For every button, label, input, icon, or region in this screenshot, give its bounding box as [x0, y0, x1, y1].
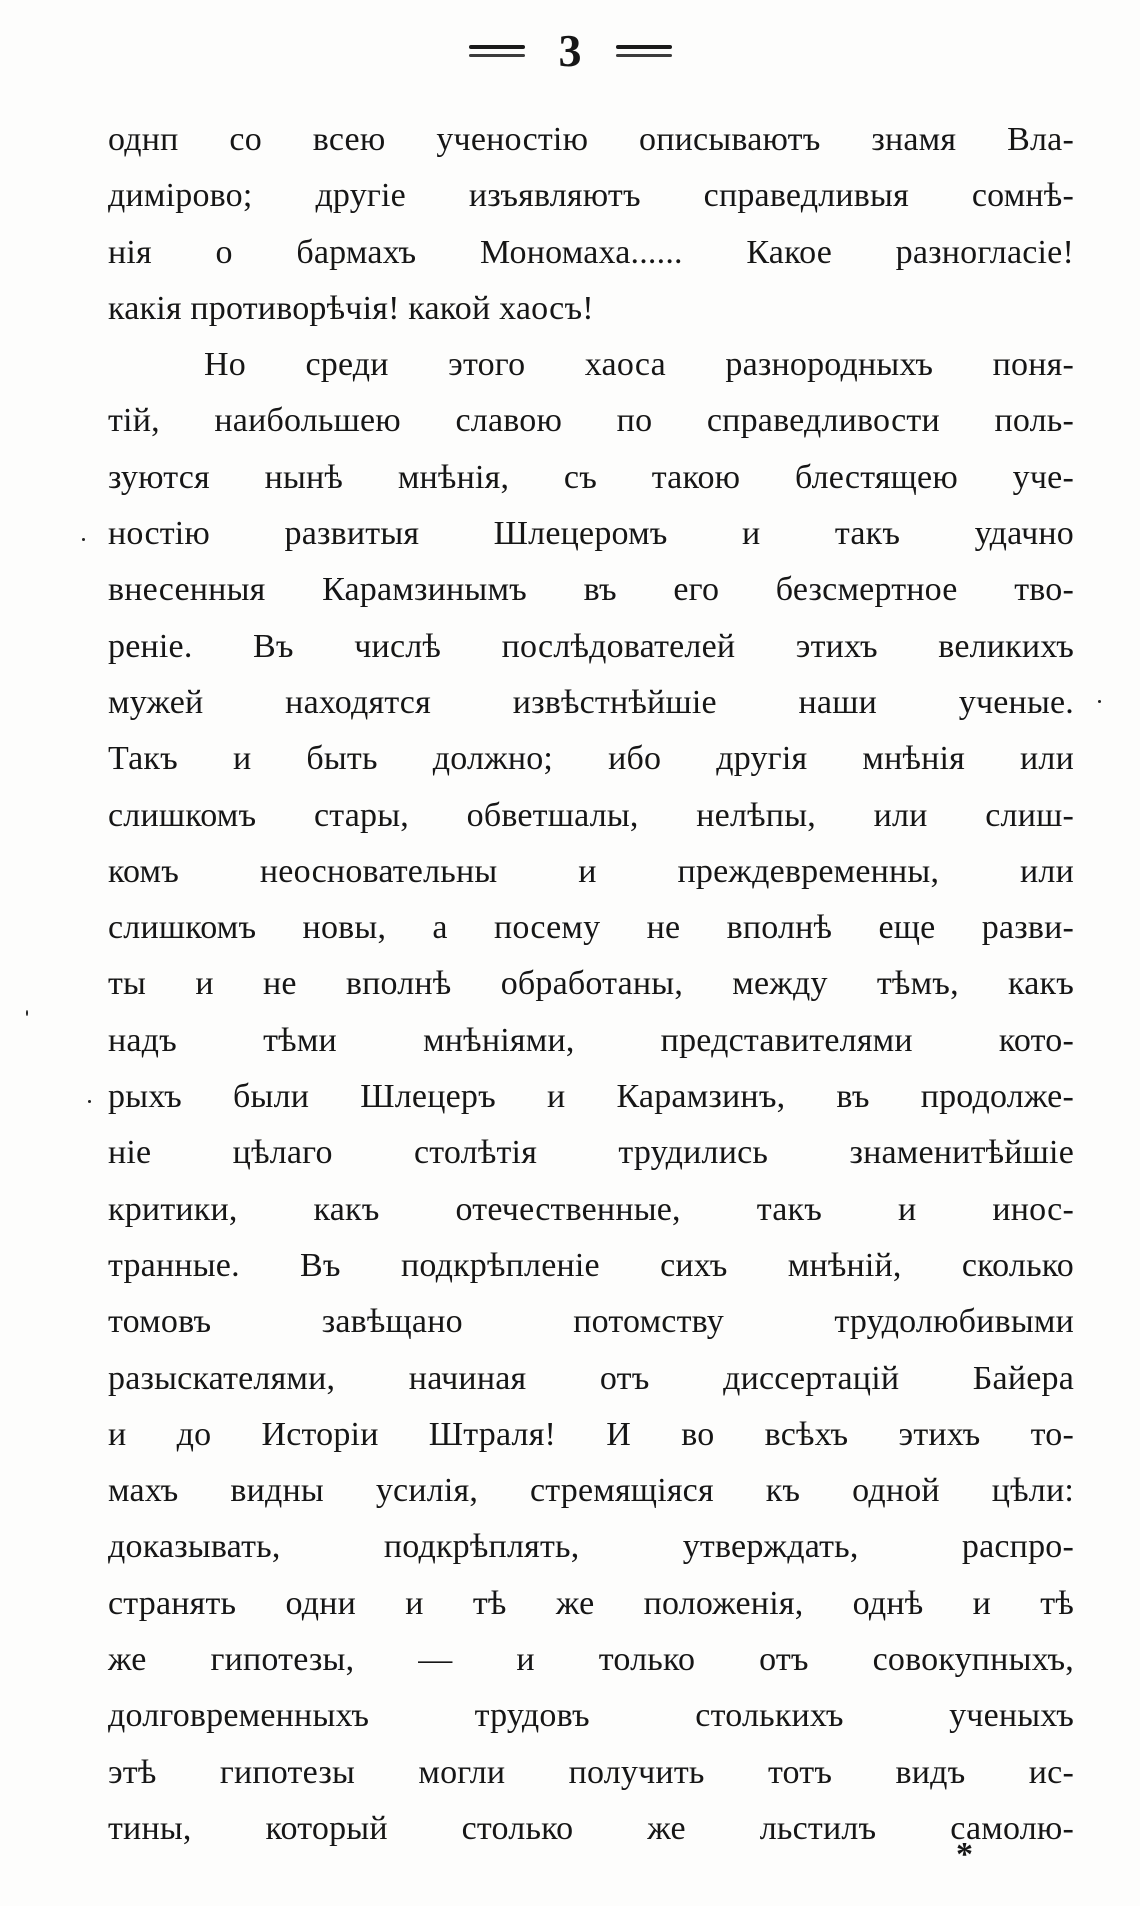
text-line: слишкомъ новы, а посему не вполнѣ еще разви- [108, 909, 1074, 947]
page-number: 3 [558, 25, 582, 76]
text-line: ностію развитыя Шлецеромъ и такъ удачно [108, 515, 1074, 553]
left-ornament [469, 45, 525, 57]
text-line: комъ неосновательны и преждевременны, или [108, 852, 1074, 890]
text-line: какія противорѣчія! какой хаосъ! [108, 289, 594, 327]
print-speck [82, 538, 85, 541]
page-body [108, 112, 1074, 1857]
paragraph-1 [108, 112, 1074, 337]
text-line: тины, который столько же льстилъ самолю- [108, 1809, 1074, 1847]
text-line: махъ видны усилія, стремящіяся къ одной цѣли: [108, 1472, 1074, 1510]
text-line: димірово; другіе изъявляютъ справедливыя сомнѣ- [108, 177, 1074, 215]
text-line: ты и не вполнѣ обработаны, между тѣмъ, какъ [108, 965, 1074, 1003]
print-speck [88, 1100, 91, 1103]
text-line: мужей находятся извѣстнѣйшіе наши ученые. [108, 683, 1074, 721]
text-line: Но среди этого хаоса разнородныхъ поня- [204, 346, 1074, 384]
text-line: рыхъ были Шлецеръ и Карамзинъ, въ продолже- [108, 1078, 1074, 1116]
print-speck [26, 1010, 28, 1016]
text-line: реніе. Въ числѣ послѣдователей этихъ великихъ [108, 627, 1074, 665]
text-line: разыскателями, начиная отъ диссертацій Байера [108, 1359, 1074, 1397]
text-line: зуются нынѣ мнѣнія, съ такою блестящею уче- [108, 458, 1074, 496]
text-line: доказывать, подкрѣплять, утверждать, распро- [108, 1528, 1074, 1566]
text-line: долговременныхъ трудовъ столькихъ ученыхъ [108, 1697, 1074, 1735]
text-line: надъ тѣми мнѣніями, представителями кото- [108, 1021, 1074, 1059]
text-line: этѣ гипотезы могли получить тотъ видъ ис- [108, 1753, 1074, 1791]
text-line: ніе цѣлаго столѣтія трудились знаменитѣйшіе [108, 1134, 1074, 1172]
text-line: странять одни и тѣ же положенія, однѣ и тѣ [108, 1584, 1074, 1622]
text-line: тій, наибольшею славою по справедливости поль- [108, 402, 1074, 440]
text-line: нія о бармахъ Мономаха...... Какое разногласіе! [108, 233, 1074, 271]
text-line: же гипотезы, — и только отъ совокупныхъ, [108, 1641, 1074, 1679]
text-line: томовъ завѣщано потомству трудолюбивыми [108, 1303, 1074, 1341]
print-speck [1098, 700, 1101, 703]
text-line: слишкомъ стары, обветшалы, нелѣпы, или слиш- [108, 796, 1074, 834]
text-line: Такъ и быть должно; ибо другія мнѣнія или [108, 740, 1074, 778]
right-ornament [616, 45, 672, 57]
text-line: и до Исторіи Штраля! И во всѣхъ этихъ то- [108, 1415, 1074, 1453]
text-line: транные. Въ подкрѣпленіе сихъ мнѣній, сколько [108, 1246, 1074, 1284]
text-line: однп со всею ученостію описываютъ знамя Вла- [108, 121, 1074, 158]
signature-mark: * [956, 1836, 973, 1873]
text-line: критики, какъ отечественные, такъ и инос- [108, 1190, 1074, 1228]
text-line: внесенныя Карамзинымъ въ его безсмертное тво- [108, 571, 1074, 609]
paragraph-2 [108, 337, 1074, 1857]
page-header [0, 26, 1140, 76]
